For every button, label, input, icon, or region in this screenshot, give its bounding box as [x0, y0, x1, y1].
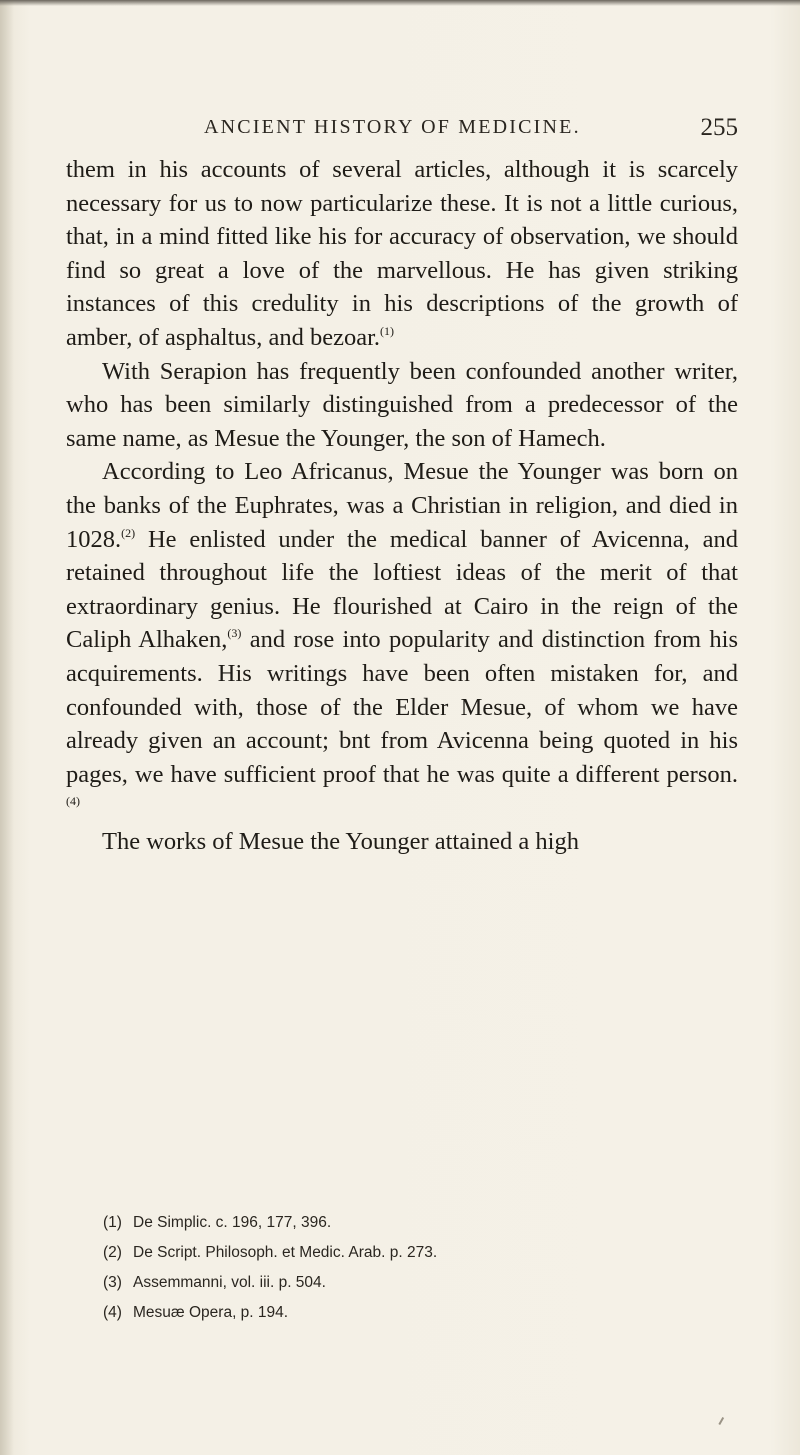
- footnote-text: De Simplic. c. 196, 177, 396.: [133, 1214, 332, 1231]
- footnote: [103, 1268, 723, 1298]
- paragraph-text: them in his accounts of several articles, although it is scarcely necessary for us to now particularize these. It is not a little curious, that, in a mind fitted like his for accuracy of observation, we should find so great a love of the marvellous. He has given striking instances of this credulity in his descriptions of the growth of amber, of asphaltus, and bezoar.: [66, 156, 738, 351]
- body-text: [66, 153, 738, 858]
- paragraph: [66, 355, 738, 456]
- footnote-text: Assemmanni, vol. iii. p. 504.: [133, 1274, 326, 1291]
- paragraph: [66, 825, 738, 859]
- footnote-number: (1): [103, 1214, 122, 1231]
- footnote-number: (3): [103, 1274, 122, 1291]
- footnote-reference[interactable]: (1): [380, 323, 395, 338]
- page-gutter-shadow: [0, 0, 14, 1455]
- footnote: [103, 1238, 723, 1268]
- footnote-reference[interactable]: (2): [121, 525, 136, 540]
- footnote-text: De Script. Philosoph. et Medic. Arab. p. 273.: [133, 1244, 438, 1261]
- footnotes: [103, 1208, 723, 1328]
- paragraph-text: According to Leo Africanus, Mesue the Younger was born on the banks of the Euphrates, was a Christian in religion, and died in 1028.: [66, 458, 738, 553]
- ink-mark: [718, 1417, 727, 1427]
- paragraph-text: With Serapion has frequently been confounded another writer, who has been similarly distinguished from a predecessor of the same name, as Mesue the Younger, the son of Hamech.: [66, 357, 738, 452]
- page-top-edge: [0, 0, 800, 6]
- footnote-number: (2): [103, 1244, 122, 1261]
- running-head: ANCIENT HISTORY OF MEDICINE.: [204, 116, 581, 138]
- paragraph-text: He enlisted under the medical banner of Avicenna, and retained throughout life the loftiest ideas of the merit of that extraordinary genius. He flourished at Cairo in the reign of the Caliph Alhaken,: [66, 525, 738, 654]
- footnote: [103, 1208, 723, 1238]
- footnote-reference[interactable]: (4): [66, 794, 80, 809]
- paragraph: [66, 153, 738, 355]
- page-header: [66, 114, 738, 144]
- paragraph: [66, 455, 738, 825]
- page-number: 255: [700, 114, 738, 141]
- footnote: [103, 1298, 723, 1328]
- footnote-number: (4): [103, 1304, 122, 1321]
- footnote-text: Mesuæ Opera, p. 194.: [133, 1304, 289, 1321]
- paragraph-text: The works of Mesue the Younger attained a high: [102, 827, 579, 855]
- paragraph-text: and rose into popularity and distinction from his acquirements. His writings have been often mistaken for, and confounded with, those of the Elder Mesue, of whom we have already given an account; bnt from Avicenna being quoted in his pages, we have sufficient proof that he was quite a different person.: [66, 626, 738, 788]
- footnote-reference[interactable]: (3): [227, 626, 242, 641]
